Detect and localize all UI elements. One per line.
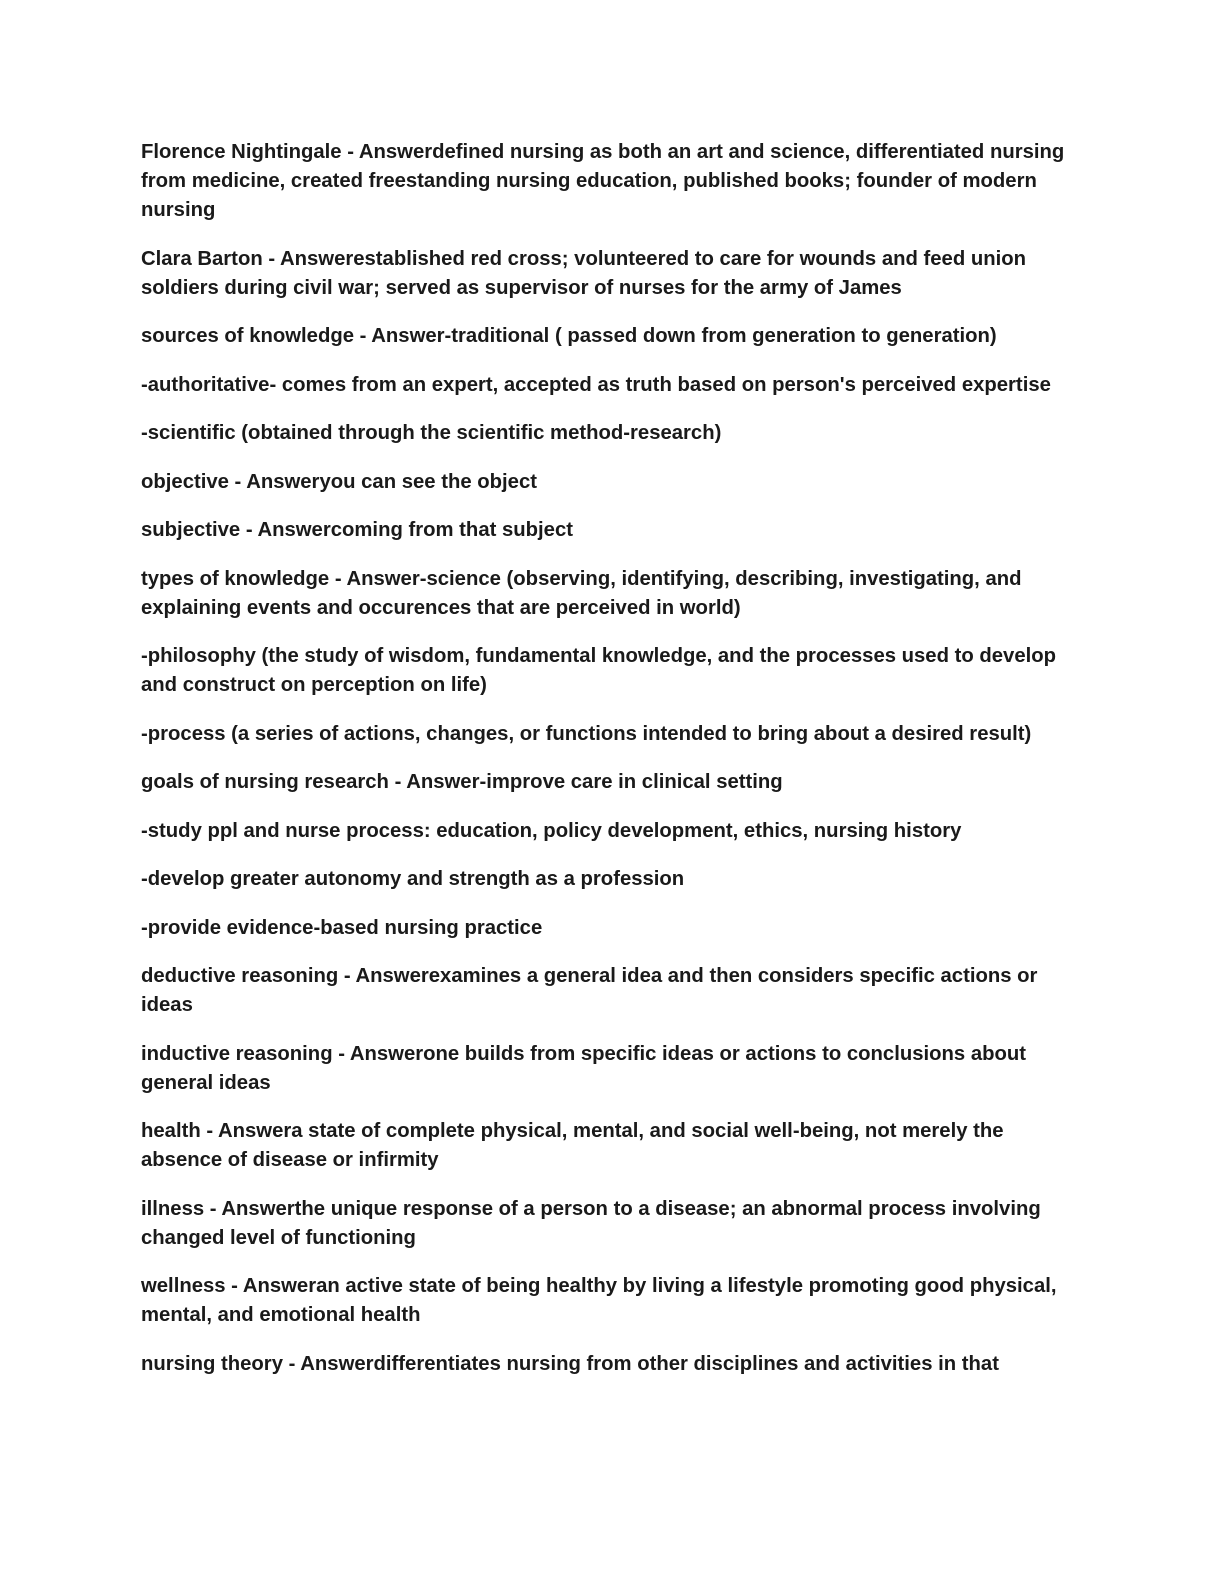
- paragraph-goals-of-nursing-research: goals of nursing research - Answer-improve care in clinical setting: [141, 771, 783, 793]
- paragraph-florence-nightingale: Florence Nightingale - Answerdefined nursing as both an art and science, differentiated nursing from medicine, created freestanding nursing education, published books; founder of modern nursing: [141, 141, 1065, 221]
- paragraph-scientific: -scientific (obtained through the scientific method-research): [141, 422, 722, 444]
- paragraph-philosophy: -philosophy (the study of wisdom, fundamental knowledge, and the processes used to develop and construct on perception on life): [141, 645, 1057, 696]
- paragraph-deductive-reasoning: deductive reasoning - Answerexamines a general idea and then considers specific actions or ideas: [141, 965, 1038, 1016]
- paragraph-develop-autonomy: -develop greater autonomy and strength as a profession: [141, 868, 685, 890]
- paragraph-study-ppl: -study ppl and nurse process: education, policy development, ethics, nursing history: [141, 819, 962, 842]
- paragraph-authoritative: -authoritative- comes from an expert, accepted as truth based on person's perceived expertise: [141, 373, 1051, 396]
- paragraph-illness: illness - Answerthe unique response of a person to a disease; an abnormal process involving changed level of functioning: [141, 1197, 1041, 1249]
- paragraph-inductive-reasoning: inductive reasoning - Answerone builds from specific ideas or actions to conclusions about general ideas: [141, 1042, 1027, 1094]
- paragraph-clara-barton: Clara Barton - Answerestablished red cross; volunteered to care for wounds and feed union soldiers during civil war; served as supervisor of nurses for the army of James: [141, 247, 1027, 299]
- paragraph-objective: objective - Answeryou can see the object: [141, 470, 537, 493]
- paragraph-health: health - Answera state of complete physical, mental, and social well-being, not merely the absence of disease or infirmity: [141, 1120, 1004, 1171]
- paragraph-subjective: subjective - Answercoming from that subject: [141, 519, 573, 541]
- paragraph-process: -process (a series of actions, changes, or functions intended to bring about a desired result): [141, 722, 1032, 745]
- paragraph-evidence-based: -provide evidence-based nursing practice: [141, 916, 543, 939]
- paragraph-nursing-theory: nursing theory - Answerdifferentiates nursing from other disciplines and activities in that: [141, 1352, 999, 1375]
- document-page: [141, 138, 1081, 1398]
- paragraph-sources-of-knowledge: sources of knowledge - Answer-traditional ( passed down from generation to generation): [141, 325, 997, 347]
- paragraph-types-of-knowledge: types of knowledge - Answer-science (observing, identifying, describing, investigating, and explaining events and occurences that are perceived in world): [141, 567, 1022, 619]
- paragraph-wellness: wellness - Answeran active state of being healthy by living a lifestyle promoting good physical, mental, and emotional health: [141, 1275, 1057, 1326]
